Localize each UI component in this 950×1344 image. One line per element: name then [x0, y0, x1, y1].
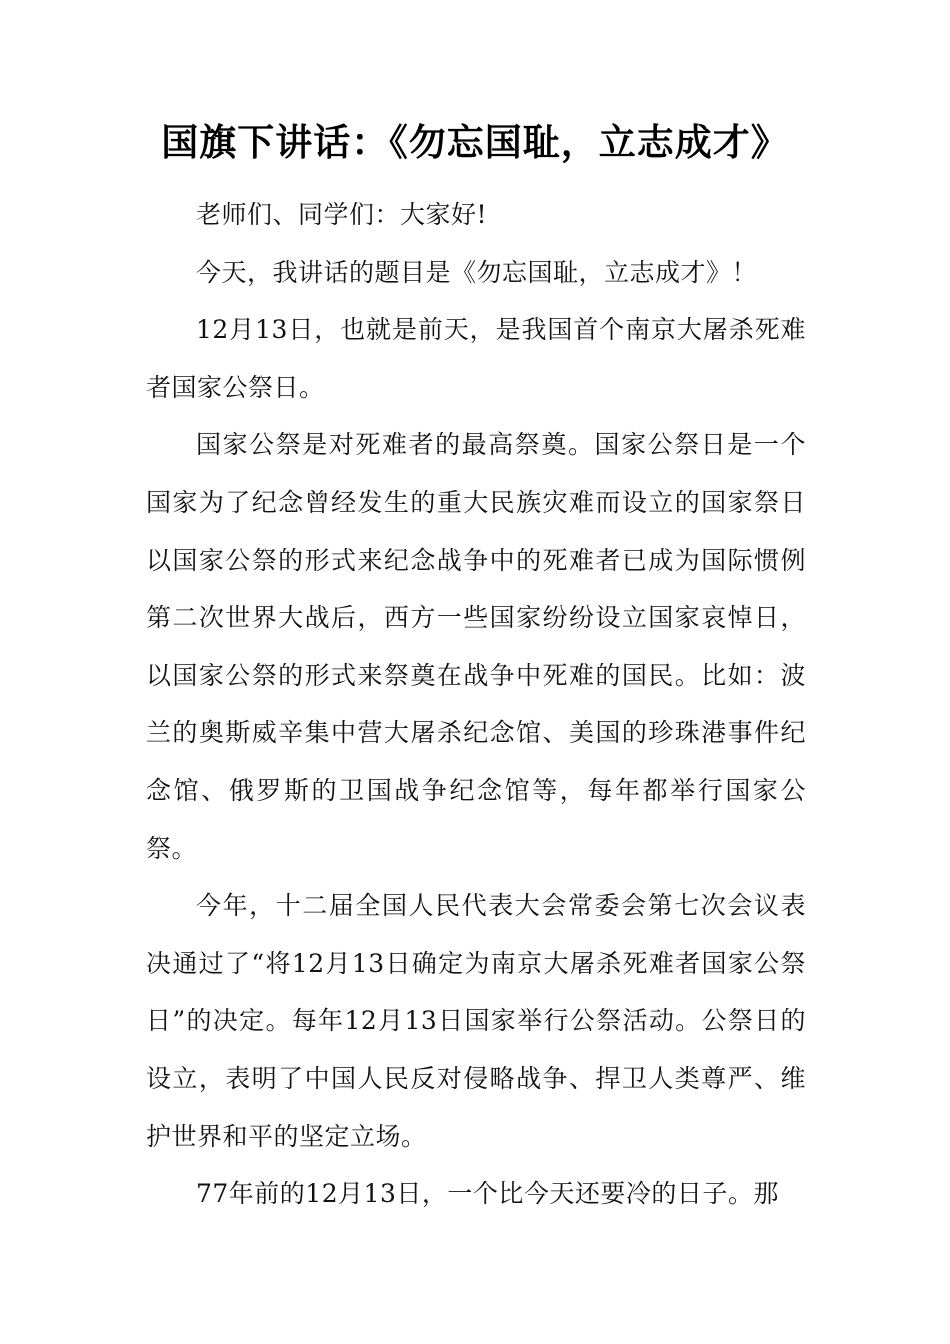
- document-body: [146, 186, 806, 1223]
- paragraph-topic: 今天，我讲话的题目是《勿忘国耻，立志成才》！: [196, 257, 758, 287]
- paragraph-national-memorial: 国家公祭是对死难者的最高祭奠。国家公祭日是一个国家为了纪念曾经发生的重大民族灾难而设立的国家祭日以国家公祭的形式来纪念战争中的死难者已成为国际惯例第二次世界大战后，西方一些国家纷纷设立国家哀悼日，以国家公祭的形式来祭奠在战争中死难的国民。比如：波兰的奥斯威辛集中营大屠杀纪念馆、美国的珍珠港事件纪念馆、俄罗斯的卫国战争纪念馆等，每年都举行国家公祭。: [146, 430, 806, 863]
- paragraph-npc-decision: 今年，十二届全国人民代表大会常委会第七次会议表决通过了“将12月13日确定为南京大屠杀死难者国家公祭日”的决定。每年12月13日国家举行公祭活动。公祭日的设立，表明了中国人民反对侵略战争、捍卫人类尊严、维护世界和平的坚定立场。: [146, 891, 806, 1151]
- page-title: 国旗下讲话：《勿忘国耻，立志成才》: [161, 121, 789, 164]
- paragraph-history: 77年前的12月13日，一个比今天还要冷的日子。那: [196, 1179, 779, 1209]
- paragraph-greeting: 老师们、同学们：大家好!: [196, 200, 488, 229]
- paragraph-memorial-day: 12月13日，也就是前天，是我国首个南京大屠杀死难者国家公祭日。: [146, 315, 806, 402]
